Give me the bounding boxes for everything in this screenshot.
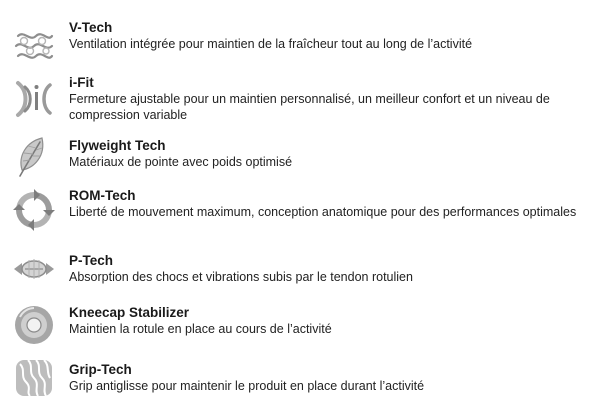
kneecap-ring-icon xyxy=(12,303,56,347)
feature-title: Grip-Tech xyxy=(69,362,132,377)
feature-description: Maintien la rotule en place au cours de l’activité xyxy=(69,322,332,336)
feather-icon xyxy=(12,134,56,178)
feature-title: Kneecap Stabilizer xyxy=(69,305,190,320)
shock-absorption-icon xyxy=(12,247,56,291)
feature-text xyxy=(69,362,602,394)
feature-description: Fermeture ajustable pour un maintien personnalisé, un meilleur confort et un niveau de compression variable xyxy=(69,92,550,122)
feature-title: Flyweight Tech xyxy=(69,138,166,153)
feature-text xyxy=(69,188,602,220)
rotation-arrows-icon xyxy=(12,188,56,232)
feature-text xyxy=(69,305,602,337)
feature-text xyxy=(69,253,602,285)
feature-description: Absorption des chocs et vibrations subis par le tendon rotulien xyxy=(69,270,413,284)
feature-text xyxy=(69,75,602,123)
feature-title: ROM-Tech xyxy=(69,188,136,203)
grip-tread-icon xyxy=(12,356,56,400)
feature-text xyxy=(69,138,602,170)
feature-description: Liberté de mouvement maximum, conception anatomique pour des performances optimales xyxy=(69,205,577,219)
feature-title: V-Tech xyxy=(69,20,113,35)
feature-title: i-Fit xyxy=(69,75,94,90)
feature-description: Matériaux de pointe avec poids optimisé xyxy=(69,155,293,169)
ventilation-swirl-icon xyxy=(12,24,56,68)
feature-description: Ventilation intégrée pour maintien de la fraîcheur tout au long de l’activité xyxy=(69,37,473,51)
adjustable-fit-icon xyxy=(12,77,56,121)
feature-title: P-Tech xyxy=(69,253,114,268)
feature-text xyxy=(69,20,602,52)
feature-description: Grip antiglisse pour maintenir le produit en place durant l’activité xyxy=(69,379,425,393)
